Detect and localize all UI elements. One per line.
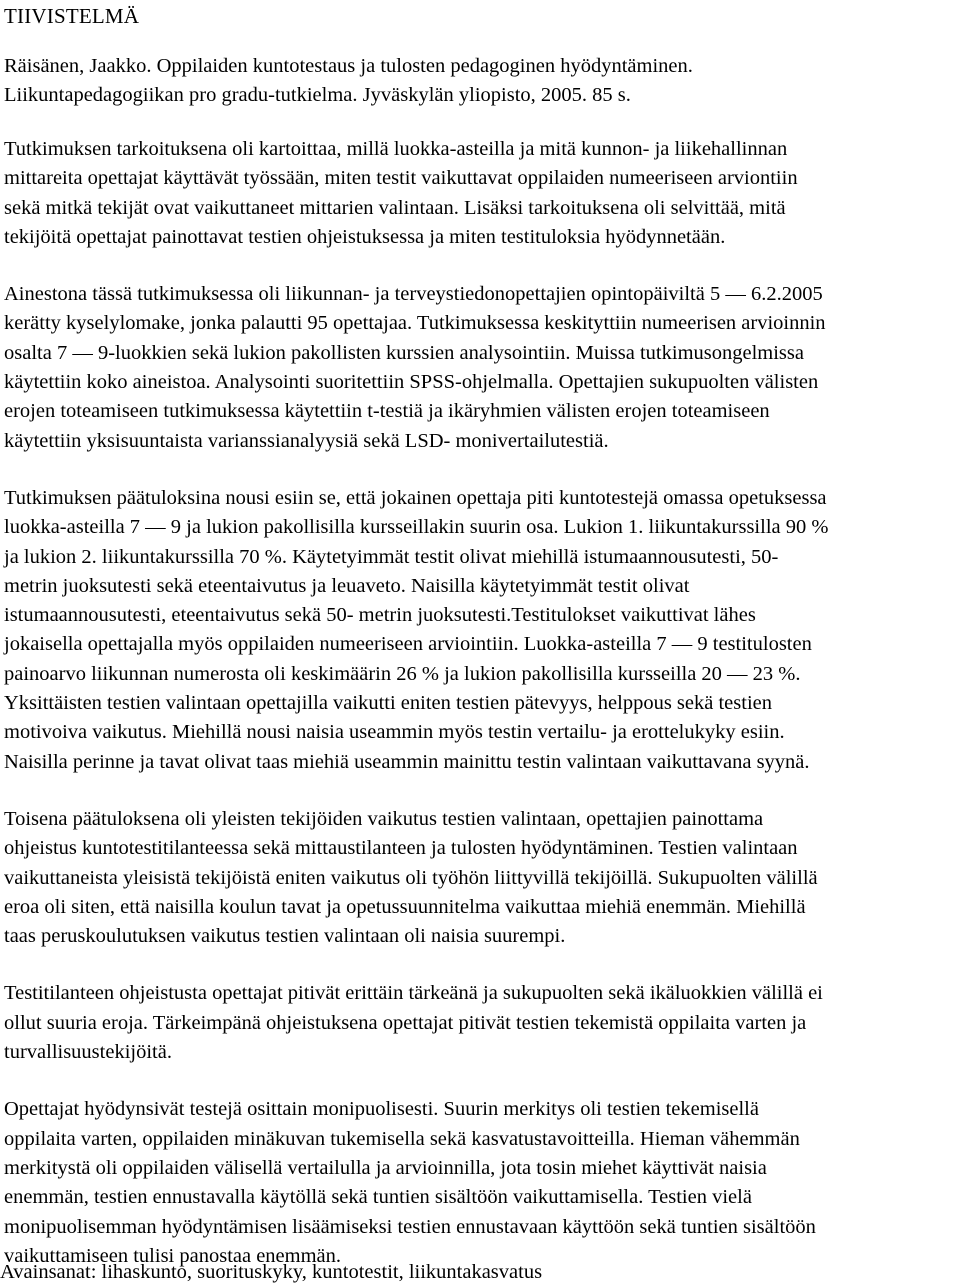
- paragraph-line: Tutkimuksen tarkoituksena oli kartoittaa, millä luokka-asteilla ja mitä kunnon- ja liikehallinnan: [4, 138, 788, 160]
- abstract-paragraph-utilization: [4, 1095, 958, 1271]
- paragraph-line: Opettajat hyödynsivät testejä osittain monipuolisesti. Suurin merkitys oli testien tekemisellä: [4, 1098, 759, 1121]
- paragraph-line: eroa oli siten, että naisilla koulun tavat ja opetussuunnitelma vaikuttaa miehiä enemmän. Miehillä: [4, 895, 806, 918]
- paragraph-line: painoarvo liikunnan numerosta oli keskimäärin 26 % ja lukion pakollisilla kursseilla 20 — 23 %.: [4, 662, 801, 685]
- paragraph-line: istumaannousutesti, eteentaivutus sekä 50- metrin juoksutesti.Testitulokset vaikuttivat lähes: [4, 604, 756, 627]
- paragraph-line: enemmän, testien ennustavalla käytöllä sekä tuntien sisältöön vaikuttamisella. Testien vielä: [4, 1186, 752, 1209]
- paragraph-line: erojen toteamiseen tutkimuksessa käytettiin t-testiä ja ikäryhmien välisten erojen toteamiseen: [4, 400, 770, 423]
- paragraph-line: käytettiin yksisuuntaista varianssianalyysiä sekä LSD- monivertailutestiä.: [4, 429, 609, 452]
- paragraph-line: osalta 7 — 9-luokkien sekä lukion pakollisten kurssien analysointiin. Muissa tutkimusongelmissa: [4, 341, 804, 364]
- paragraph-line: Yksittäisten testien valintaan opettajilla vaikutti eniten testien pätevyys, helppous sekä testien: [4, 692, 772, 715]
- paragraph-line: ollut suuria eroja. Tärkeimpänä ohjeistuksena opettajat pitivät testien tekemistä oppilaita varten ja: [4, 1011, 807, 1034]
- paragraph-line: ja lukion 2. liikuntakurssilla 70 %. Käytetyimmät testit olivat miehillä istumaannousutesti, 50-: [4, 545, 779, 568]
- paragraph-line: turvallisuustekijöitä.: [4, 1041, 172, 1064]
- keywords-line: Avainsanat: lihaskunto, suorituskyky, kuntotestit, liikuntakasvatus: [0, 1261, 543, 1283]
- paragraph-line: ohjeistus kuntotestitilanteessa sekä mittaustilanteen ja tulosten hyödyntäminen. Testien valintaan: [4, 837, 798, 860]
- paragraph-line: motivoiva vaikutus. Miehillä nousi naisia useammin myös testin vertailu- ja erottelukyky esiin.: [4, 721, 785, 744]
- abstract-paragraph-main-results: [4, 484, 958, 777]
- document-page: [4, 0, 958, 1271]
- paragraph-line: jokaisella opettajalla myös oppilaiden numeeriseen arviointiin. Luokka-asteilla 7 — 9 testitulosten: [4, 633, 812, 656]
- abstract-paragraph-second-result: [4, 805, 958, 951]
- paragraph-line: käytettiin koko aineistoa. Analysointi suoritettiin SPSS-ohjelmalla. Opettajien sukupuolten välisten: [4, 371, 819, 394]
- paragraph-line: tekijöitä opettajat painottavat testien ohjeistuksessa ja miten testituloksia hyödynnetään.: [4, 225, 726, 248]
- abstract-paragraph-instructions: [4, 979, 958, 1067]
- paragraph-line: metrin juoksutesti sekä eteentaivutus ja leuaveto. Naisilla käytetyimmät testit olivat: [4, 574, 690, 597]
- paragraph-line: Testitilanteen ohjeistusta opettajat pitivät erittäin tärkeänä ja sukupuolten sekä ikäluokkien välillä ei: [4, 982, 823, 1005]
- paragraph-line: vaikuttamiseen tulisi panostaa enemmän.: [4, 1244, 342, 1267]
- paragraph-line: merkitystä oli oppilaiden välisellä vertailulla ja arvioinnilla, jota tosin miehet käyttivät naisia: [4, 1156, 767, 1179]
- citation-line: Räisänen, Jaakko. Oppilaiden kuntotestaus ja tulosten pedagoginen hyödyntäminen.: [4, 55, 693, 77]
- paragraph-line: luokka-asteilla 7 — 9 ja lukion pakollisilla kursseillakin suurin osa. Lukion 1. liikuntakurssilla 90 %: [4, 516, 829, 539]
- paragraph-line: vaikuttaneista yleisistä tekijöistä eniten vaikutus oli työhön liittyvillä tekijöillä. Sukupuolten välillä: [4, 866, 818, 889]
- paragraph-line: kerätty kyselylomake, jonka palautti 95 opettajaa. Tutkimuksessa keskityttiin numeerisen arvioinnin: [4, 312, 826, 335]
- paragraph-line: mittareita opettajat käyttävät työssään, miten testit vaikuttavat oppilaiden numeeriseen arviontiin: [4, 167, 798, 190]
- paragraph-line: sekä mitkä tekijät ovat vaikuttaneet mittarien valintaan. Lisäksi tarkoituksena oli selvittää, mitä: [4, 196, 786, 219]
- paragraph-line: oppilaita varten, oppilaiden minäkuvan tukemisella sekä kasvatustavoitteilla. Hieman vähemmän: [4, 1127, 800, 1150]
- paragraph-line: Tutkimuksen päätuloksina nousi esiin se, että jokainen opettaja piti kuntotestejä omassa opetuksessa: [4, 486, 827, 509]
- paragraph-line: Naisilla perinne ja tavat olivat taas miehiä useammin mainittu testin valintaan vaikuttavana syynä.: [4, 750, 810, 773]
- citation-block: [4, 52, 958, 110]
- document-heading: TIIVISTELMÄ: [4, 4, 140, 28]
- citation-line: Liikuntapedagogiikan pro gradu-tutkielma. Jyväskylän yliopisto, 2005. 85 s.: [4, 84, 631, 106]
- paragraph-line: Ainestona tässä tutkimuksessa oli liikunnan- ja terveystiedonopettajien opintopäiviltä 5 — 6.2.2005: [4, 283, 823, 306]
- abstract-paragraph-purpose: [4, 135, 958, 252]
- paragraph-line: Toisena päätuloksena oli yleisten tekijöiden vaikutus testien valintaan, opettajien painottama: [4, 807, 764, 830]
- abstract-paragraph-method: [4, 280, 958, 456]
- paragraph-line: monipuolisemman hyödyntämisen lisäämiseksi testien ennustavaan käyttöön sekä tuntien sisältöön: [4, 1215, 816, 1238]
- paragraph-line: taas peruskoulutuksen vaikutus testien valintaan oli naisia suurempi.: [4, 925, 566, 948]
